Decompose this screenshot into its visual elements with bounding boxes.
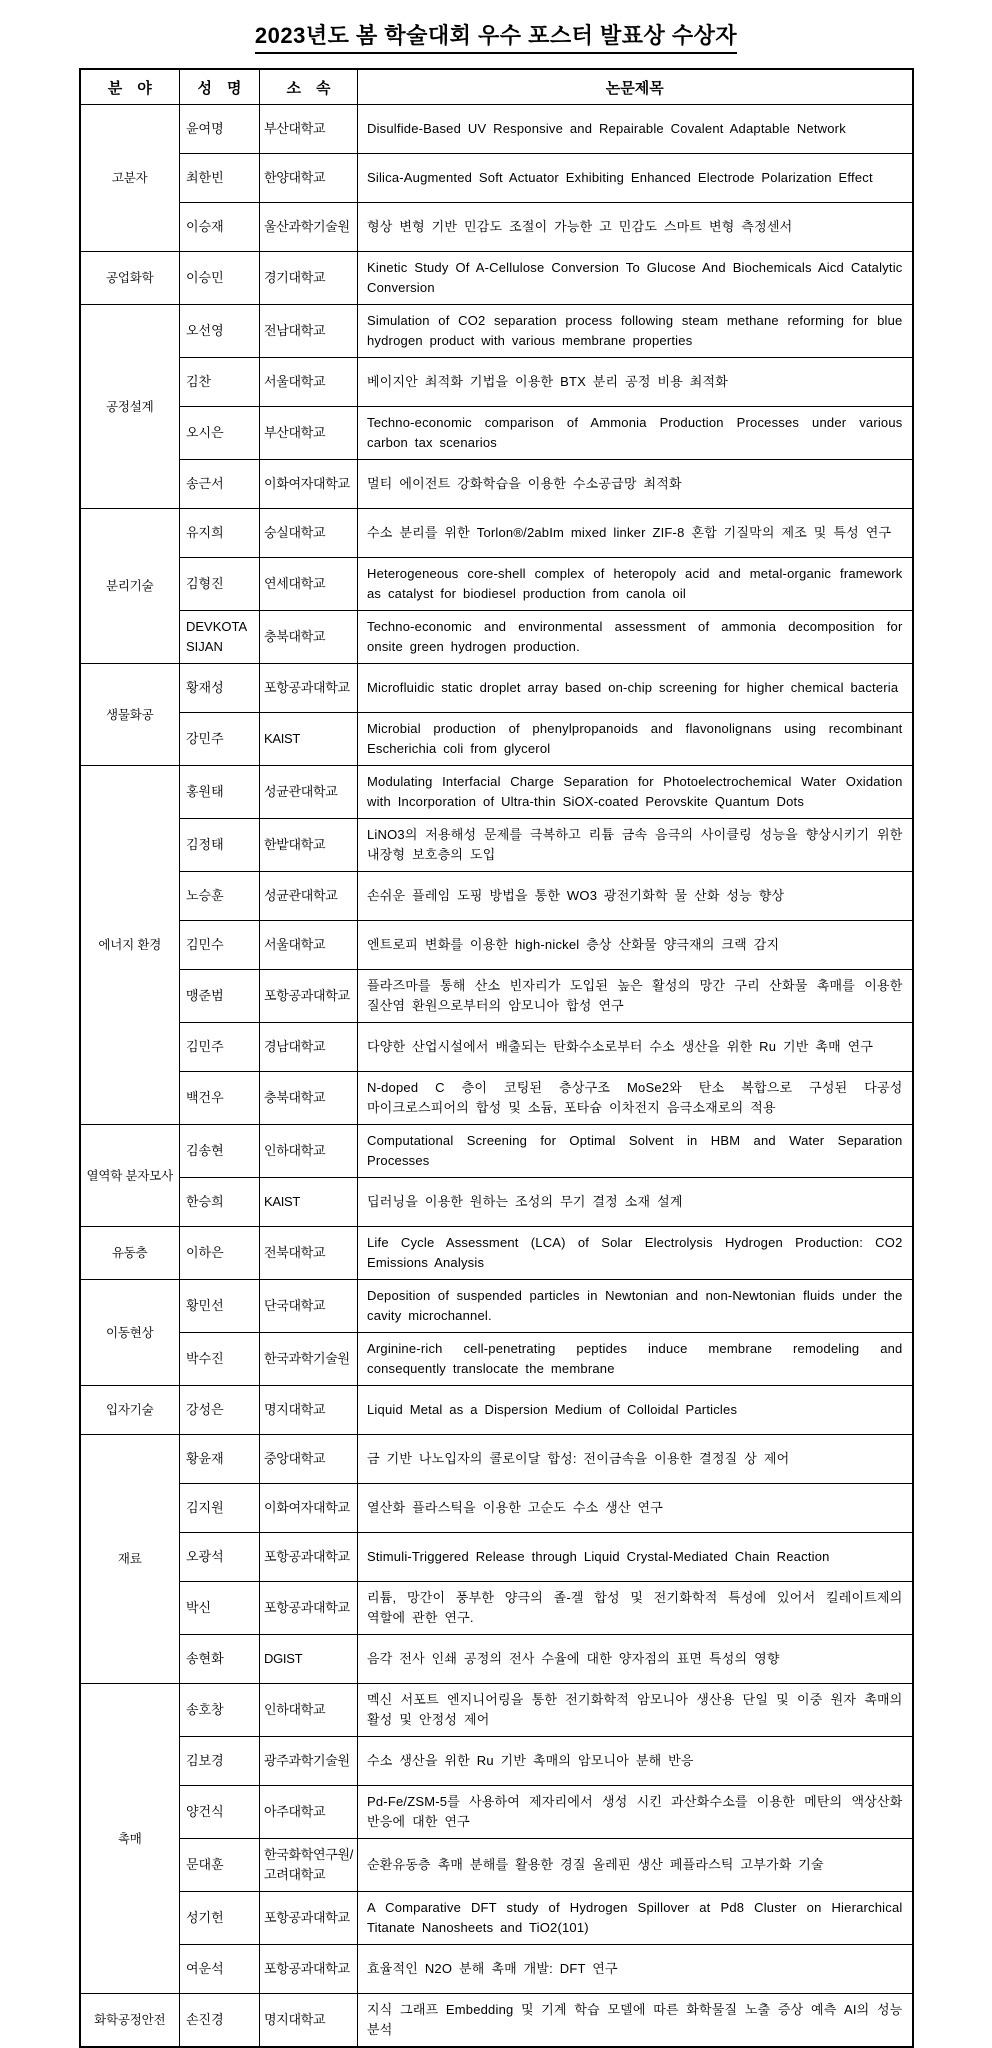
paper-title-cell: 수소 생산을 위한 Ru 기반 촉매의 암모니아 분해 반응 [358, 1737, 913, 1786]
paper-title-cell: Simulation of CO2 separation process following steam methane reforming for blue hydrogen product with various membrane properties [358, 305, 913, 358]
affiliation-cell: 성균관대학교 [260, 766, 358, 819]
table-row [80, 305, 913, 358]
paper-title-cell: Arginine-rich cell-penetrating peptides induce membrane remodeling and consequently translocate the membrane [358, 1333, 913, 1386]
name-cell: 이승재 [180, 203, 260, 252]
name-cell: 송호창 [180, 1684, 260, 1737]
table-row [80, 1684, 913, 1737]
field-cell: 입자기술 [80, 1386, 180, 1435]
affiliation-cell: 명지대학교 [260, 1386, 358, 1435]
name-cell: 박수진 [180, 1333, 260, 1386]
paper-title-cell: Computational Screening for Optimal Solvent in HBM and Water Separation Processes [358, 1125, 913, 1178]
affiliation-cell: 이화여자대학교 [260, 1484, 358, 1533]
affiliation-cell: 한국화학연구원/고려대학교 [260, 1839, 358, 1892]
table-row [80, 203, 913, 252]
paper-title-cell: Silica-Augmented Soft Actuator Exhibiting Enhanced Electrode Polarization Effect [358, 154, 913, 203]
affiliation-cell: 전북대학교 [260, 1227, 358, 1280]
table-row [80, 1582, 913, 1635]
paper-title-cell: 형상 변형 기반 민감도 조절이 가능한 고 민감도 스마트 변형 측정센서 [358, 203, 913, 252]
name-cell: 김민수 [180, 921, 260, 970]
paper-title-cell: A Comparative DFT study of Hydrogen Spillover at Pd8 Cluster on Hierarchical Titanate Nanosheets and TiO2(101) [358, 1892, 913, 1945]
paper-title-cell: 플라즈마를 통해 산소 빈자리가 도입된 높은 활성의 망간 구리 산화물 촉매를 이용한 질산염 환원으로부터의 암모니아 합성 연구 [358, 970, 913, 1023]
paper-title-cell: 수소 분리를 위한 Torlon®/2abIm mixed linker ZIF-8 혼합 기질막의 제조 및 특성 연구 [358, 509, 913, 558]
column-header-affiliation: 소 속 [260, 69, 358, 105]
table-row [80, 1023, 913, 1072]
page-title-text: 2023년도 봄 학술대회 우수 포스터 발표상 수상자 [255, 19, 737, 54]
page-title [0, 14, 992, 54]
name-cell: 윤여명 [180, 105, 260, 154]
paper-title-cell: Deposition of suspended particles in Newtonian and non-Newtonian fluids under the cavity microchannel. [358, 1280, 913, 1333]
table-row [80, 1227, 913, 1280]
paper-title-cell: LiNO3의 저용해성 문제를 극복하고 리튬 금속 음극의 사이클링 성능을 향상시키기 위한 내장형 보호층의 도입 [358, 819, 913, 872]
affiliation-cell: 울산과학기술원 [260, 203, 358, 252]
affiliation-cell: 아주대학교 [260, 1786, 358, 1839]
table-row [80, 1533, 913, 1582]
field-cell: 에너지 환경 [80, 766, 180, 1125]
name-cell: 황민선 [180, 1280, 260, 1333]
name-cell: 박신 [180, 1582, 260, 1635]
name-cell: 맹준범 [180, 970, 260, 1023]
paper-title-cell: 금 기반 나노입자의 콜로이달 합성: 전이금속을 이용한 결정질 상 제어 [358, 1435, 913, 1484]
affiliation-cell: 연세대학교 [260, 558, 358, 611]
field-cell: 분리기술 [80, 509, 180, 664]
table-row [80, 872, 913, 921]
field-cell: 촉매 [80, 1684, 180, 1994]
affiliation-cell: 포항공과대학교 [260, 1945, 358, 1994]
paper-title-cell: Microbial production of phenylpropanoids and flavonolignans using recombinant Escherichia coli from glycerol [358, 713, 913, 766]
paper-title-cell: 순환유동층 촉매 분해를 활용한 경질 올레핀 생산 페플라스틱 고부가화 기술 [358, 1839, 913, 1892]
table-row [80, 154, 913, 203]
affiliation-cell: DGIST [260, 1635, 358, 1684]
table-row [80, 1333, 913, 1386]
affiliation-cell: 인하대학교 [260, 1125, 358, 1178]
table-row [80, 1280, 913, 1333]
affiliation-cell: 인하대학교 [260, 1684, 358, 1737]
paper-title-cell: 음각 전사 인쇄 공정의 전사 수율에 대한 양자점의 표면 특성의 영향 [358, 1635, 913, 1684]
name-cell: 오시은 [180, 407, 260, 460]
table-row [80, 1484, 913, 1533]
affiliation-cell: 중앙대학교 [260, 1435, 358, 1484]
field-cell: 생물화공 [80, 664, 180, 766]
table-row [80, 1178, 913, 1227]
field-cell: 공정설계 [80, 305, 180, 509]
header-row [80, 69, 913, 105]
affiliation-cell: 성균관대학교 [260, 872, 358, 921]
table-row [80, 1994, 913, 2048]
affiliation-cell: 포항공과대학교 [260, 664, 358, 713]
awards-table-header [80, 69, 913, 105]
name-cell: 여운석 [180, 1945, 260, 1994]
name-cell: 황윤재 [180, 1435, 260, 1484]
name-cell: 김형진 [180, 558, 260, 611]
name-cell: 이승민 [180, 252, 260, 305]
name-cell: 홍원태 [180, 766, 260, 819]
name-cell: 노승훈 [180, 872, 260, 921]
paper-title-cell: Techno-economic and environmental assessment of ammonia decomposition for onsite green hydrogen production. [358, 611, 913, 664]
table-row [80, 1892, 913, 1945]
table-row [80, 921, 913, 970]
paper-title-cell: Liquid Metal as a Dispersion Medium of Colloidal Particles [358, 1386, 913, 1435]
paper-title-cell: N-doped C 층이 코팅된 층상구조 MoSe2와 탄소 복합으로 구성된 다공성 마이크로스피어의 합성 및 소듐, 포타슘 이차전지 음극소재로의 적용 [358, 1072, 913, 1125]
table-row [80, 558, 913, 611]
paper-title-cell: 엔트로피 변화를 이용한 high-nickel 층상 산화물 양극재의 크랙 감지 [358, 921, 913, 970]
column-header-field: 분 야 [80, 69, 180, 105]
affiliation-cell: 부산대학교 [260, 407, 358, 460]
affiliation-cell: 경기대학교 [260, 252, 358, 305]
affiliation-cell: KAIST [260, 713, 358, 766]
name-cell: 강성은 [180, 1386, 260, 1435]
name-cell: 김보경 [180, 1737, 260, 1786]
name-cell: 문대훈 [180, 1839, 260, 1892]
table-row [80, 1125, 913, 1178]
table-row [80, 1635, 913, 1684]
name-cell: 김정태 [180, 819, 260, 872]
name-cell: 강민주 [180, 713, 260, 766]
paper-title-cell: Heterogeneous core-shell complex of heteropoly acid and metal-organic framework as catalyst for biodiesel production from canola oil [358, 558, 913, 611]
column-header-name: 성 명 [180, 69, 260, 105]
affiliation-cell: 포항공과대학교 [260, 1582, 358, 1635]
affiliation-cell: 한밭대학교 [260, 819, 358, 872]
affiliation-cell: 명지대학교 [260, 1994, 358, 2048]
column-header-title: 논문제목 [358, 69, 913, 105]
affiliation-cell: 이화여자대학교 [260, 460, 358, 509]
paper-title-cell: Microfluidic static droplet array based on-chip screening for higher chemical bacteria [358, 664, 913, 713]
table-row [80, 819, 913, 872]
paper-title-cell: Techno-economic comparison of Ammonia Production Processes under various carbon tax scenarios [358, 407, 913, 460]
name-cell: 한승희 [180, 1178, 260, 1227]
affiliation-cell: 한국과학기술원 [260, 1333, 358, 1386]
name-cell: 김지원 [180, 1484, 260, 1533]
table-row [80, 1839, 913, 1892]
name-cell: 김송현 [180, 1125, 260, 1178]
field-cell: 열역학 분자모사 [80, 1125, 180, 1227]
paper-title-cell: 딥러닝을 이용한 원하는 조성의 무기 결정 소재 설계 [358, 1178, 913, 1227]
paper-title-cell: 효율적인 N2O 분해 촉매 개발: DFT 연구 [358, 1945, 913, 1994]
affiliation-cell: KAIST [260, 1178, 358, 1227]
affiliation-cell: 경남대학교 [260, 1023, 358, 1072]
affiliation-cell: 부산대학교 [260, 105, 358, 154]
table-row [80, 664, 913, 713]
paper-title-cell: Modulating Interfacial Charge Separation for Photoelectrochemical Water Oxidation with Incorporation of Ultra-thin SiOX-coated Perovskite Quantum Dots [358, 766, 913, 819]
table-row [80, 1737, 913, 1786]
table-row [80, 713, 913, 766]
field-cell: 공업화학 [80, 252, 180, 305]
field-cell: 재료 [80, 1435, 180, 1684]
name-cell: 김민주 [180, 1023, 260, 1072]
paper-title-cell: Kinetic Study Of A-Cellulose Conversion To Glucose And Biochemicals Aicd Catalytic Conversion [358, 252, 913, 305]
table-row [80, 358, 913, 407]
table-row [80, 1786, 913, 1839]
table-row [80, 407, 913, 460]
field-cell: 화학공정안전 [80, 1994, 180, 2048]
awards-table [79, 68, 914, 2048]
name-cell: 손진경 [180, 1994, 260, 2048]
paper-title-cell: Disulfide-Based UV Responsive and Repairable Covalent Adaptable Network [358, 105, 913, 154]
affiliation-cell: 광주과학기술원 [260, 1737, 358, 1786]
name-cell: 이하은 [180, 1227, 260, 1280]
table-row [80, 105, 913, 154]
paper-title-cell: 멕신 서포트 엔지니어링을 통한 전기화학적 암모니아 생산용 단일 및 이중 원자 촉매의 활성 및 안정성 제어 [358, 1684, 913, 1737]
table-row [80, 766, 913, 819]
affiliation-cell: 충북대학교 [260, 1072, 358, 1125]
paper-title-cell: 다양한 산업시설에서 배출되는 탄화수소로부터 수소 생산을 위한 Ru 기반 촉매 연구 [358, 1023, 913, 1072]
affiliation-cell: 서울대학교 [260, 358, 358, 407]
table-row [80, 1435, 913, 1484]
affiliation-cell: 숭실대학교 [260, 509, 358, 558]
paper-title-cell: Life Cycle Assessment (LCA) of Solar Electrolysis Hydrogen Production: CO2 Emissions Analysis [358, 1227, 913, 1280]
paper-title-cell: Pd-Fe/ZSM-5를 사용하여 제자리에서 생성 시킨 과산화수소를 이용한 메탄의 액상산화 반응에 대한 연구 [358, 1786, 913, 1839]
paper-title-cell: Stimuli-Triggered Release through Liquid Crystal-Mediated Chain Reaction [358, 1533, 913, 1582]
table-row [80, 1072, 913, 1125]
affiliation-cell: 포항공과대학교 [260, 1533, 358, 1582]
name-cell: 백건우 [180, 1072, 260, 1125]
name-cell: 오선영 [180, 305, 260, 358]
table-row [80, 970, 913, 1023]
affiliation-cell: 한양대학교 [260, 154, 358, 203]
name-cell: 송현화 [180, 1635, 260, 1684]
affiliation-cell: 전남대학교 [260, 305, 358, 358]
affiliation-cell: 포항공과대학교 [260, 970, 358, 1023]
name-cell: 성기헌 [180, 1892, 260, 1945]
affiliation-cell: 단국대학교 [260, 1280, 358, 1333]
name-cell: 양건식 [180, 1786, 260, 1839]
table-row [80, 1945, 913, 1994]
table-row [80, 460, 913, 509]
paper-title-cell: 지식 그래프 Embedding 및 기계 학습 모델에 따른 화학물질 노출 증상 예측 AI의 성능 분석 [358, 1994, 913, 2048]
name-cell: DEVKOTA SIJAN [180, 611, 260, 664]
name-cell: 김찬 [180, 358, 260, 407]
paper-title-cell: 손쉬운 플레임 도핑 방법을 통한 WO3 광전기화학 물 산화 성능 향상 [358, 872, 913, 921]
name-cell: 황재성 [180, 664, 260, 713]
affiliation-cell: 포항공과대학교 [260, 1892, 358, 1945]
awards-table-body [80, 105, 913, 2048]
name-cell: 오광석 [180, 1533, 260, 1582]
paper-title-cell: 멀티 에이전트 강화학습을 이용한 수소공급망 최적화 [358, 460, 913, 509]
paper-title-cell: 열산화 플라스틱을 이용한 고순도 수소 생산 연구 [358, 1484, 913, 1533]
affiliation-cell: 서울대학교 [260, 921, 358, 970]
paper-title-cell: 리튬, 망간이 풍부한 양극의 졸-겔 합성 및 전기화학적 특성에 있어서 킬레이트제의 역할에 관한 연구. [358, 1582, 913, 1635]
name-cell: 송근서 [180, 460, 260, 509]
field-cell: 유동층 [80, 1227, 180, 1280]
name-cell: 유지희 [180, 509, 260, 558]
table-row [80, 1386, 913, 1435]
table-row [80, 611, 913, 664]
paper-title-cell: 베이지안 최적화 기법을 이용한 BTX 분리 공정 비용 최적화 [358, 358, 913, 407]
table-row [80, 252, 913, 305]
field-cell: 고분자 [80, 105, 180, 252]
table-row [80, 509, 913, 558]
name-cell: 최한빈 [180, 154, 260, 203]
affiliation-cell: 충북대학교 [260, 611, 358, 664]
field-cell: 이동현상 [80, 1280, 180, 1386]
